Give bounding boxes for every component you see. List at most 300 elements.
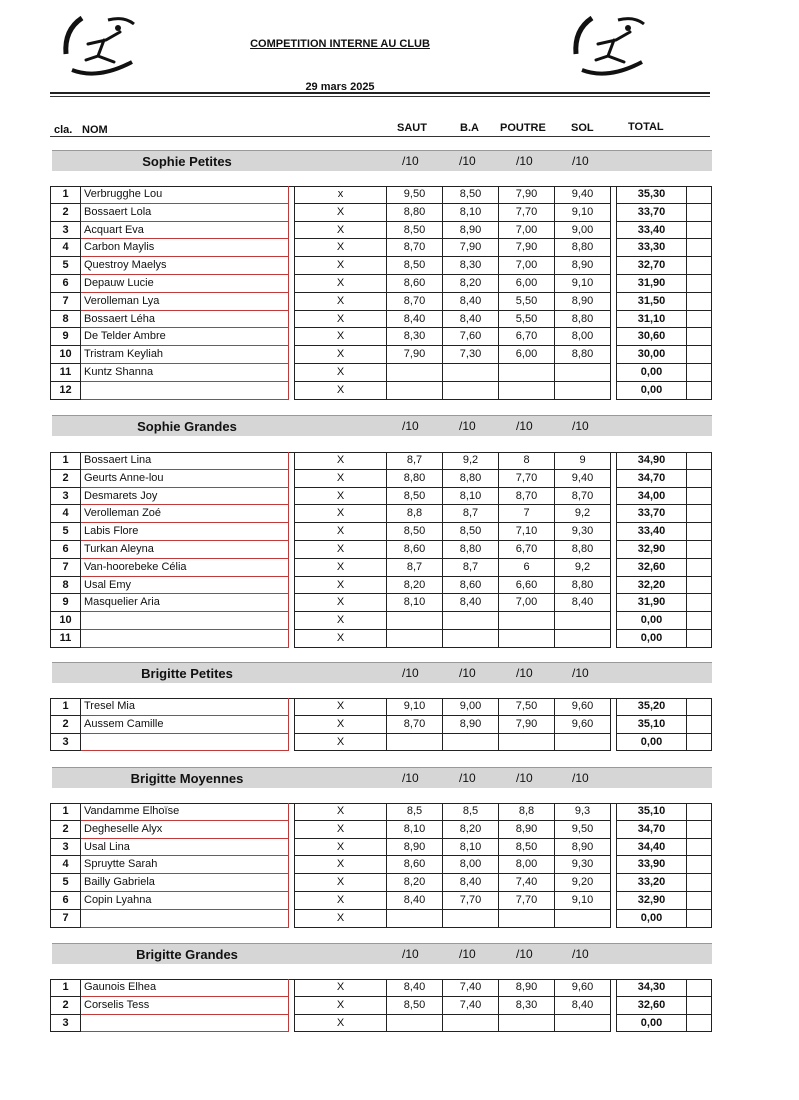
sol-score: 8,70 — [555, 488, 611, 506]
rank-cell: 7 — [50, 559, 81, 577]
poutre-score: 8,90 — [499, 821, 555, 839]
poutre-score: 6 — [499, 559, 555, 577]
rank-cell: 1 — [50, 979, 81, 997]
saut-score — [387, 612, 443, 630]
blank-cell — [687, 257, 712, 275]
name-cell — [81, 910, 289, 928]
participation-mark: X — [295, 346, 387, 364]
total-score: 34,40 — [617, 839, 687, 857]
name-cell: Bossaert Lola — [81, 204, 289, 222]
poutre-score — [499, 1015, 555, 1033]
poutre-score — [499, 630, 555, 648]
participation-mark: X — [295, 839, 387, 857]
rank-cell: 5 — [50, 874, 81, 892]
sol-score: 8,40 — [555, 594, 611, 612]
rank-cell: 4 — [50, 856, 81, 874]
sol-score: 8,80 — [555, 346, 611, 364]
rank-cell: 9 — [50, 594, 81, 612]
participation-mark: X — [295, 892, 387, 910]
rank-cell: 1 — [50, 452, 81, 470]
rank-cell: 2 — [50, 821, 81, 839]
col-nom: NOM — [82, 124, 108, 136]
sol-score: 8,90 — [555, 257, 611, 275]
name-cell: Copin Lyahna — [81, 892, 289, 910]
name-cell: Carbon Maylis — [81, 239, 289, 257]
out-of-ten-label: /10 — [459, 947, 476, 961]
table-row — [50, 1015, 712, 1033]
ba-score: 8,40 — [443, 311, 499, 329]
club-logo-left — [58, 10, 142, 80]
poutre-score — [499, 612, 555, 630]
poutre-score: 8,50 — [499, 839, 555, 857]
blank-cell — [687, 364, 712, 382]
total-score: 0,00 — [617, 910, 687, 928]
poutre-score: 8,90 — [499, 979, 555, 997]
blank-cell — [687, 997, 712, 1015]
blank-cell — [687, 594, 712, 612]
ba-score — [443, 1015, 499, 1033]
table-row — [50, 382, 712, 400]
group-header-band — [52, 767, 712, 788]
rank-cell: 12 — [50, 382, 81, 400]
participation-mark: X — [295, 275, 387, 293]
saut-score: 8,40 — [387, 979, 443, 997]
table-row — [50, 910, 712, 928]
total-score: 34,30 — [617, 979, 687, 997]
out-of-ten-label: /10 — [516, 771, 533, 785]
name-cell: Bossaert Lina — [81, 452, 289, 470]
table-row — [50, 257, 712, 275]
name-cell: Turkan Aleyna — [81, 541, 289, 559]
blank-cell — [687, 856, 712, 874]
table-row — [50, 734, 712, 752]
name-cell: Aussem Camille — [81, 716, 289, 734]
table-row — [50, 856, 712, 874]
poutre-score — [499, 382, 555, 400]
participation-mark: X — [295, 577, 387, 595]
ba-score — [443, 910, 499, 928]
blank-cell — [687, 311, 712, 329]
ba-score: 8,60 — [443, 577, 499, 595]
saut-score — [387, 1015, 443, 1033]
saut-score: 8,30 — [387, 328, 443, 346]
saut-score: 8,70 — [387, 293, 443, 311]
sol-score: 8,40 — [555, 997, 611, 1015]
sol-score — [555, 910, 611, 928]
ba-score: 7,40 — [443, 997, 499, 1015]
ba-score: 7,70 — [443, 892, 499, 910]
sol-score — [555, 364, 611, 382]
poutre-score: 7,50 — [499, 698, 555, 716]
ba-score: 8,80 — [443, 541, 499, 559]
saut-score: 8,40 — [387, 892, 443, 910]
total-score: 31,90 — [617, 594, 687, 612]
saut-score — [387, 630, 443, 648]
out-of-ten-label: /10 — [516, 419, 533, 433]
name-cell: Van-hoorebeke Célia — [81, 559, 289, 577]
name-cell: Questroy Maelys — [81, 257, 289, 275]
out-of-ten-label: /10 — [459, 666, 476, 680]
blank-cell — [687, 1015, 712, 1033]
saut-score: 8,20 — [387, 577, 443, 595]
participation-mark: X — [295, 239, 387, 257]
participation-mark: X — [295, 382, 387, 400]
name-cell: Desmarets Joy — [81, 488, 289, 506]
saut-score: 8,50 — [387, 257, 443, 275]
saut-score: 8,60 — [387, 541, 443, 559]
rank-cell: 1 — [50, 186, 81, 204]
saut-score: 8,50 — [387, 997, 443, 1015]
total-score: 33,20 — [617, 874, 687, 892]
blank-cell — [687, 275, 712, 293]
poutre-score: 7,90 — [499, 186, 555, 204]
total-score: 33,40 — [617, 523, 687, 541]
poutre-score: 6,60 — [499, 577, 555, 595]
rank-cell: 4 — [50, 239, 81, 257]
blank-cell — [687, 892, 712, 910]
name-cell: Bailly Gabriela — [81, 874, 289, 892]
participation-mark: X — [295, 874, 387, 892]
sol-score: 9,30 — [555, 856, 611, 874]
table-row — [50, 364, 712, 382]
table-row — [50, 488, 712, 506]
column-header-rule — [50, 136, 710, 137]
rank-cell: 2 — [50, 204, 81, 222]
saut-score: 8,10 — [387, 821, 443, 839]
ba-score: 8,5 — [443, 803, 499, 821]
table-row — [50, 577, 712, 595]
total-score: 32,60 — [617, 997, 687, 1015]
blank-cell — [687, 505, 712, 523]
poutre-score — [499, 910, 555, 928]
blank-cell — [687, 979, 712, 997]
participation-mark: X — [295, 505, 387, 523]
table-row — [50, 997, 712, 1015]
blank-cell — [687, 239, 712, 257]
saut-score: 8,90 — [387, 839, 443, 857]
blank-cell — [687, 698, 712, 716]
participation-mark: X — [295, 821, 387, 839]
participation-mark: X — [295, 222, 387, 240]
saut-score — [387, 382, 443, 400]
rank-cell: 6 — [50, 275, 81, 293]
poutre-score: 8,00 — [499, 856, 555, 874]
blank-cell — [687, 382, 712, 400]
poutre-score: 7,90 — [499, 716, 555, 734]
rank-cell: 1 — [50, 698, 81, 716]
table-row — [50, 222, 712, 240]
poutre-score: 6,00 — [499, 346, 555, 364]
saut-score: 8,40 — [387, 311, 443, 329]
poutre-score: 5,50 — [499, 293, 555, 311]
total-score: 31,90 — [617, 275, 687, 293]
sol-score: 9,30 — [555, 523, 611, 541]
participation-mark: X — [295, 257, 387, 275]
name-cell: Geurts Anne-lou — [81, 470, 289, 488]
saut-score: 8,60 — [387, 275, 443, 293]
group-header-band — [52, 150, 712, 171]
table-row — [50, 239, 712, 257]
total-score: 35,20 — [617, 698, 687, 716]
sol-score: 9,50 — [555, 821, 611, 839]
total-score: 32,90 — [617, 892, 687, 910]
rank-cell: 3 — [50, 734, 81, 752]
ba-score: 8,90 — [443, 222, 499, 240]
name-cell: Verbrugghe Lou — [81, 186, 289, 204]
rank-cell: 9 — [50, 328, 81, 346]
participation-mark: X — [295, 452, 387, 470]
total-score: 35,10 — [617, 716, 687, 734]
table-row — [50, 630, 712, 648]
sol-score — [555, 382, 611, 400]
ba-score — [443, 734, 499, 752]
saut-score — [387, 910, 443, 928]
participation-mark: X — [295, 488, 387, 506]
total-score: 32,70 — [617, 257, 687, 275]
rank-cell: 11 — [50, 630, 81, 648]
total-score: 0,00 — [617, 382, 687, 400]
participation-mark: X — [295, 594, 387, 612]
club-logo-right — [568, 10, 652, 80]
saut-score: 8,7 — [387, 559, 443, 577]
poutre-score: 8 — [499, 452, 555, 470]
blank-cell — [687, 577, 712, 595]
blank-cell — [687, 204, 712, 222]
blank-cell — [687, 630, 712, 648]
name-cell: Labis Flore — [81, 523, 289, 541]
blank-cell — [687, 186, 712, 204]
name-cell — [81, 612, 289, 630]
blank-cell — [687, 488, 712, 506]
name-cell — [81, 734, 289, 752]
sol-score: 8,90 — [555, 839, 611, 857]
blank-cell — [687, 821, 712, 839]
name-cell: Depauw Lucie — [81, 275, 289, 293]
name-cell: Masquelier Aria — [81, 594, 289, 612]
participation-mark: X — [295, 293, 387, 311]
group-name: Brigitte Petites — [141, 666, 233, 681]
saut-score: 8,5 — [387, 803, 443, 821]
table-row — [50, 470, 712, 488]
out-of-ten-label: /10 — [572, 666, 589, 680]
blank-cell — [687, 523, 712, 541]
ba-score — [443, 364, 499, 382]
col-cla: cla. — [54, 124, 73, 136]
name-cell — [81, 630, 289, 648]
table-row — [50, 204, 712, 222]
rank-cell: 3 — [50, 839, 81, 857]
ba-score: 8,20 — [443, 275, 499, 293]
saut-score: 7,90 — [387, 346, 443, 364]
sol-score: 8,80 — [555, 541, 611, 559]
rank-cell: 8 — [50, 311, 81, 329]
ba-score: 7,40 — [443, 979, 499, 997]
name-cell: Corselis Tess — [81, 997, 289, 1015]
saut-score: 8,20 — [387, 874, 443, 892]
rank-cell: 3 — [50, 1015, 81, 1033]
sol-score: 9,00 — [555, 222, 611, 240]
participation-mark: X — [295, 311, 387, 329]
saut-score: 8,80 — [387, 470, 443, 488]
blank-cell — [687, 293, 712, 311]
ba-score: 8,50 — [443, 523, 499, 541]
rank-cell: 3 — [50, 222, 81, 240]
participation-mark: X — [295, 364, 387, 382]
out-of-ten-label: /10 — [516, 154, 533, 168]
out-of-ten-label: /10 — [402, 666, 419, 680]
blank-cell — [687, 734, 712, 752]
out-of-ten-label: /10 — [516, 947, 533, 961]
total-score: 31,50 — [617, 293, 687, 311]
saut-score: 8,50 — [387, 222, 443, 240]
participation-mark: X — [295, 559, 387, 577]
sol-score: 9,40 — [555, 186, 611, 204]
participation-mark: X — [295, 997, 387, 1015]
table-row — [50, 839, 712, 857]
blank-cell — [687, 910, 712, 928]
out-of-ten-label: /10 — [572, 771, 589, 785]
page-title: COMPETITION INTERNE AU CLUB — [250, 38, 430, 50]
ba-score: 8,10 — [443, 204, 499, 222]
col-sol: SOL — [571, 122, 594, 134]
blank-cell — [687, 328, 712, 346]
blank-cell — [687, 452, 712, 470]
out-of-ten-label: /10 — [459, 419, 476, 433]
sol-score: 9,40 — [555, 470, 611, 488]
table-row — [50, 311, 712, 329]
ba-score — [443, 630, 499, 648]
group-name: Sophie Grandes — [137, 419, 237, 434]
table-row — [50, 874, 712, 892]
total-score: 0,00 — [617, 612, 687, 630]
poutre-score: 6,70 — [499, 328, 555, 346]
total-score: 33,90 — [617, 856, 687, 874]
ba-score: 8,20 — [443, 821, 499, 839]
participation-mark: X — [295, 1015, 387, 1033]
ba-score: 7,90 — [443, 239, 499, 257]
name-cell: Verolleman Lya — [81, 293, 289, 311]
out-of-ten-label: /10 — [572, 154, 589, 168]
ba-score: 7,30 — [443, 346, 499, 364]
total-score: 33,70 — [617, 204, 687, 222]
sol-score — [555, 612, 611, 630]
saut-score: 8,70 — [387, 716, 443, 734]
poutre-score: 8,8 — [499, 803, 555, 821]
saut-score: 8,60 — [387, 856, 443, 874]
poutre-score: 8,30 — [499, 997, 555, 1015]
sol-score: 9,10 — [555, 892, 611, 910]
rank-cell: 6 — [50, 541, 81, 559]
group-name: Brigitte Grandes — [136, 947, 238, 962]
sol-score — [555, 1015, 611, 1033]
total-score: 34,00 — [617, 488, 687, 506]
participation-mark: X — [295, 698, 387, 716]
total-score: 35,10 — [617, 803, 687, 821]
name-cell — [81, 1015, 289, 1033]
total-score: 0,00 — [617, 1015, 687, 1033]
participation-mark: X — [295, 541, 387, 559]
sol-score: 9,60 — [555, 716, 611, 734]
total-score: 32,90 — [617, 541, 687, 559]
out-of-ten-label: /10 — [459, 771, 476, 785]
participation-mark: x — [295, 186, 387, 204]
saut-score: 8,50 — [387, 523, 443, 541]
participation-mark: X — [295, 856, 387, 874]
ba-score: 8,7 — [443, 559, 499, 577]
name-cell: Verolleman Zoé — [81, 505, 289, 523]
participation-mark: X — [295, 612, 387, 630]
ba-score: 8,40 — [443, 874, 499, 892]
sol-score: 9,20 — [555, 874, 611, 892]
poutre-score: 6,00 — [499, 275, 555, 293]
rank-cell: 2 — [50, 997, 81, 1015]
out-of-ten-label: /10 — [572, 947, 589, 961]
competition-date: 29 mars 2025 — [305, 81, 375, 93]
saut-score: 9,50 — [387, 186, 443, 204]
out-of-ten-label: /10 — [459, 154, 476, 168]
poutre-score: 7,00 — [499, 594, 555, 612]
sol-score: 9,10 — [555, 204, 611, 222]
out-of-ten-label: /10 — [572, 419, 589, 433]
blank-cell — [687, 716, 712, 734]
ba-score: 8,80 — [443, 470, 499, 488]
table-row — [50, 698, 712, 716]
ba-score: 9,2 — [443, 452, 499, 470]
group-name: Brigitte Moyennes — [130, 771, 244, 786]
header-rule-thin — [50, 96, 710, 97]
table-row — [50, 892, 712, 910]
rank-cell: 1 — [50, 803, 81, 821]
poutre-score: 7,70 — [499, 204, 555, 222]
out-of-ten-label: /10 — [402, 419, 419, 433]
participation-mark: X — [295, 910, 387, 928]
rank-cell: 10 — [50, 346, 81, 364]
rank-cell: 5 — [50, 523, 81, 541]
poutre-score: 7,00 — [499, 257, 555, 275]
ba-score: 8,10 — [443, 488, 499, 506]
saut-score: 8,8 — [387, 505, 443, 523]
total-score: 30,00 — [617, 346, 687, 364]
total-score: 30,60 — [617, 328, 687, 346]
sol-score — [555, 734, 611, 752]
rank-cell: 10 — [50, 612, 81, 630]
name-cell: De Telder Ambre — [81, 328, 289, 346]
table-row — [50, 186, 712, 204]
saut-score: 8,70 — [387, 239, 443, 257]
group-header-band — [52, 943, 712, 964]
col-poutre: POUTRE — [500, 122, 546, 134]
group-name: Sophie Petites — [142, 154, 232, 169]
sol-score: 9,10 — [555, 275, 611, 293]
table-row — [50, 293, 712, 311]
poutre-score: 7,40 — [499, 874, 555, 892]
rank-cell: 2 — [50, 470, 81, 488]
blank-cell — [687, 559, 712, 577]
table-row — [50, 505, 712, 523]
participation-mark: X — [295, 204, 387, 222]
blank-cell — [687, 541, 712, 559]
table-row — [50, 559, 712, 577]
total-score: 31,10 — [617, 311, 687, 329]
blank-cell — [687, 803, 712, 821]
ba-score — [443, 612, 499, 630]
poutre-score: 7,70 — [499, 892, 555, 910]
rank-cell: 7 — [50, 293, 81, 311]
poutre-score: 7,90 — [499, 239, 555, 257]
participation-mark: X — [295, 470, 387, 488]
saut-score: 8,7 — [387, 452, 443, 470]
poutre-score: 7 — [499, 505, 555, 523]
